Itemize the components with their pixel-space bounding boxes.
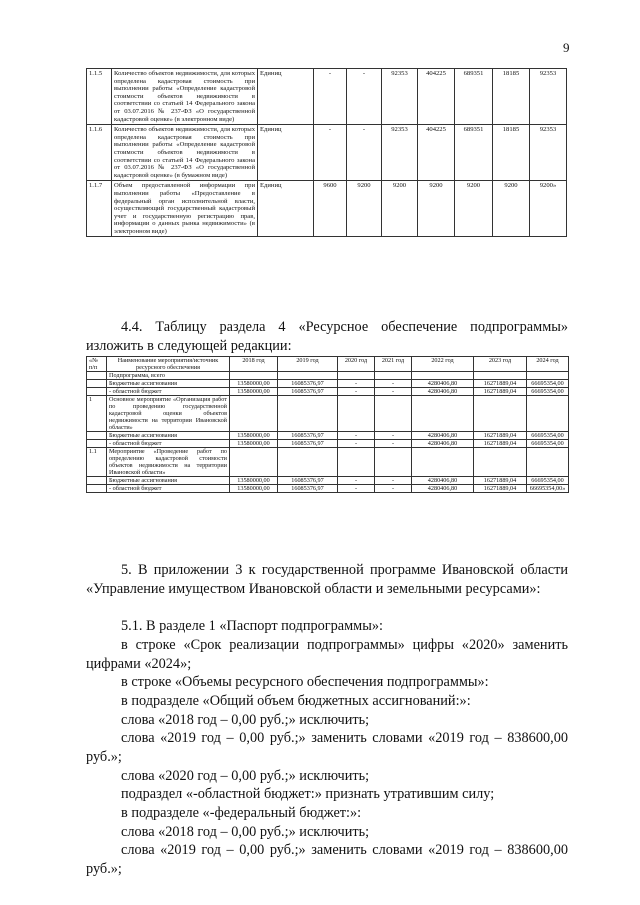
value-cell: 4280406,80 (412, 388, 474, 396)
row-number (87, 477, 107, 485)
table-row (87, 440, 569, 448)
value-cell (474, 372, 527, 380)
unit-cell: Единиц (258, 69, 314, 125)
value-cell: - (314, 69, 347, 125)
row-number: 1.1.7 (87, 181, 112, 237)
value-cell: 9200 (455, 181, 493, 237)
value-cell: 18185 (493, 69, 530, 125)
paragraph: слова «2018 год – 0,00 руб.;» исключить; (121, 824, 370, 840)
row-number: 1.1.5 (87, 69, 112, 125)
table-row (87, 396, 569, 432)
value-cell: 66695354,00» (527, 485, 569, 493)
paragraph: слова «2019 год – 0,00 руб.;» заменить словами «2019 год – 838600,00 руб.»; (86, 842, 568, 877)
value-cell: - (375, 388, 412, 396)
row-name: Мероприятие «Проведение работ по определению кадастровой стоимости объектов недвижимости на территории Ивановской области» (107, 448, 230, 477)
value-cell: 4280406,80 (412, 440, 474, 448)
indicator-name: Количество объектов недвижимости, для которых определена кадастровая стоимость при выполнении работы «Определение кадастровой стоимости объектов недвижимости в соответствии со статьей 14 Федерального закона от 03.07.2016 № 237-ФЗ «О государственной кадастровой оценке» (в электронном виде) (112, 69, 258, 125)
value-cell: 404225 (418, 125, 455, 181)
section-heading-4-4: 4.4. Таблицу раздела 4 «Ресурсное обеспечение подпрограммы» изложить в следующей редакции: (86, 319, 568, 354)
value-cell (278, 448, 338, 477)
row-number (87, 388, 107, 396)
column-header: 2020 год (338, 357, 375, 372)
value-cell: 16271889,04 (474, 440, 527, 448)
column-header: «№ п/п (87, 357, 107, 372)
value-cell (412, 448, 474, 477)
paragraph-5: 5. В приложении 3 к государственной программе Ивановской области «Управление имуществом Ивановской области и земельными ресурсами»: (86, 562, 568, 597)
row-number: 1 (87, 396, 107, 432)
value-cell: 66695354,00 (527, 440, 569, 448)
indicator-name: Количество объектов недвижимости, для которых определена кадастровая стоимость при выполнении работы «Определение кадастровой стоимости объектов недвижимости в соответствии со статьей 14 Федерального закона от 03.07.2016 № 237-ФЗ «О государственной кадастровой оценке» (в бумажном виде) (112, 125, 258, 181)
value-cell: 16271889,04 (474, 485, 527, 493)
value-cell: 13580000,00 (230, 380, 278, 388)
paragraph: слова «2018 год – 0,00 руб.;» исключить; (121, 712, 370, 728)
column-header: 2019 год (278, 357, 338, 372)
value-cell: 9200 (347, 181, 382, 237)
value-cell: 16085376,97 (278, 440, 338, 448)
value-cell: - (338, 477, 375, 485)
value-cell (278, 372, 338, 380)
paragraph: в строке «Объемы ресурсного обеспечения подпрограммы»: (121, 674, 489, 690)
paragraph: в подразделе «Общий объем бюджетных ассигнований:»: (121, 693, 471, 709)
table-row (87, 181, 567, 237)
value-cell: - (338, 440, 375, 448)
paragraph: в подразделе «-федеральный бюджет:»: (121, 805, 362, 821)
paragraph: подраздел «-областной бюджет:» признать утратившим силу; (121, 786, 495, 802)
value-cell (375, 448, 412, 477)
value-cell: 16271889,04 (474, 432, 527, 440)
table-row (87, 432, 569, 440)
row-number: 1.1.6 (87, 125, 112, 181)
value-cell: 689351 (455, 125, 493, 181)
row-number (87, 440, 107, 448)
value-cell: - (314, 125, 347, 181)
value-cell: 66695354,00 (527, 388, 569, 396)
value-cell: 689351 (455, 69, 493, 125)
value-cell: 16085376,97 (278, 485, 338, 493)
value-cell: 4280406,80 (412, 477, 474, 485)
row-number (87, 485, 107, 493)
value-cell (412, 372, 474, 380)
row-name: - областной бюджет (107, 485, 230, 493)
value-cell: 66695354,00 (527, 477, 569, 485)
row-name: - областной бюджет (107, 388, 230, 396)
value-cell: 16271889,04 (474, 388, 527, 396)
value-cell: 13580000,00 (230, 477, 278, 485)
value-cell: - (347, 69, 382, 125)
unit-cell: Единиц (258, 125, 314, 181)
row-name: - областной бюджет (107, 440, 230, 448)
value-cell (527, 448, 569, 477)
value-cell (527, 396, 569, 432)
table-row (87, 477, 569, 485)
paragraph: слова «2019 год – 0,00 руб.;» заменить словами «2019 год – 838600,00 руб.»; (86, 730, 568, 765)
value-cell (230, 448, 278, 477)
value-cell (474, 448, 527, 477)
indicator-name: Объем предоставленной информации при выполнении работы «Предоставление в федеральный орган исполнительной власти, осуществляющий государственный кадастровый учет и государственную регистрацию прав, информации о данных рынка недвижимости» (в электронном виде) (112, 181, 258, 237)
value-cell: 4280406,80 (412, 432, 474, 440)
value-cell: - (338, 485, 375, 493)
table-row (87, 372, 569, 380)
value-cell: 16085376,97 (278, 388, 338, 396)
value-cell (338, 448, 375, 477)
column-header: 2018 год (230, 357, 278, 372)
value-cell (338, 396, 375, 432)
column-header: Наименование мероприятия/источник ресурсного обеспечения (107, 357, 230, 372)
value-cell: 9200» (530, 181, 567, 237)
value-cell: 9200 (418, 181, 455, 237)
column-header: 2021 год (375, 357, 412, 372)
value-cell (230, 372, 278, 380)
value-cell: - (347, 125, 382, 181)
table-row (87, 69, 567, 125)
value-cell: 92353 (530, 125, 567, 181)
value-cell: - (338, 432, 375, 440)
value-cell: 92353 (530, 69, 567, 125)
value-cell: - (375, 440, 412, 448)
table-row (87, 485, 569, 493)
resource-table (86, 356, 569, 493)
column-header: 2023 год (474, 357, 527, 372)
column-header: 2022 год (412, 357, 474, 372)
table-row (87, 448, 569, 477)
table-header-row (87, 357, 569, 372)
indicators-table (86, 68, 567, 237)
column-header: 2024 год (527, 357, 569, 372)
row-name: Бюджетные ассигнования (107, 477, 230, 485)
paragraph: в строке «Срок реализации подпрограммы» цифры «2020» заменить цифрами «2024»; (86, 637, 568, 672)
value-cell: 16085376,97 (278, 477, 338, 485)
paragraph-5-1: 5.1. В разделе 1 «Паспорт подпрограммы»: (121, 618, 383, 634)
value-cell: 16271889,04 (474, 380, 527, 388)
table-row (87, 388, 569, 396)
value-cell: 4280406,80 (412, 380, 474, 388)
value-cell: 92353 (382, 69, 418, 125)
value-cell: 18185 (493, 125, 530, 181)
row-name: Бюджетные ассигнования (107, 432, 230, 440)
paragraph: слова «2020 год – 0,00 руб.;» исключить; (121, 768, 370, 784)
value-cell: 66695354,00 (527, 432, 569, 440)
value-cell: - (375, 485, 412, 493)
value-cell: 66695354,00 (527, 380, 569, 388)
value-cell: - (375, 432, 412, 440)
value-cell (375, 372, 412, 380)
value-cell: 16271889,04 (474, 477, 527, 485)
value-cell: 404225 (418, 69, 455, 125)
row-name: Бюджетные ассигнования (107, 380, 230, 388)
value-cell (412, 396, 474, 432)
row-name: Основное мероприятие «Организация работ по проведению государственной кадастровой оценки объектов недвижимости на территории Ивановской области» (107, 396, 230, 432)
value-cell: 9200 (493, 181, 530, 237)
value-cell: 13580000,00 (230, 485, 278, 493)
value-cell (230, 396, 278, 432)
table-row (87, 125, 567, 181)
value-cell: - (338, 380, 375, 388)
value-cell: - (375, 380, 412, 388)
row-name: Подпрограмма, всего (107, 372, 230, 380)
value-cell: - (375, 477, 412, 485)
value-cell: 13580000,00 (230, 432, 278, 440)
row-number (87, 372, 107, 380)
value-cell: 16085376,97 (278, 432, 338, 440)
value-cell: 92353 (382, 125, 418, 181)
value-cell: 16085376,97 (278, 380, 338, 388)
value-cell (278, 396, 338, 432)
table-row (87, 380, 569, 388)
value-cell: 4280406,80 (412, 485, 474, 493)
unit-cell: Единиц (258, 181, 314, 237)
value-cell (375, 396, 412, 432)
value-cell: 9200 (382, 181, 418, 237)
value-cell (527, 372, 569, 380)
value-cell (338, 372, 375, 380)
row-number (87, 432, 107, 440)
value-cell: - (338, 388, 375, 396)
value-cell: 9600 (314, 181, 347, 237)
row-number: 1.1 (87, 448, 107, 477)
value-cell: 13580000,00 (230, 440, 278, 448)
row-number (87, 380, 107, 388)
value-cell: 13580000,00 (230, 388, 278, 396)
value-cell (474, 396, 527, 432)
page-number: 9 (563, 40, 570, 55)
